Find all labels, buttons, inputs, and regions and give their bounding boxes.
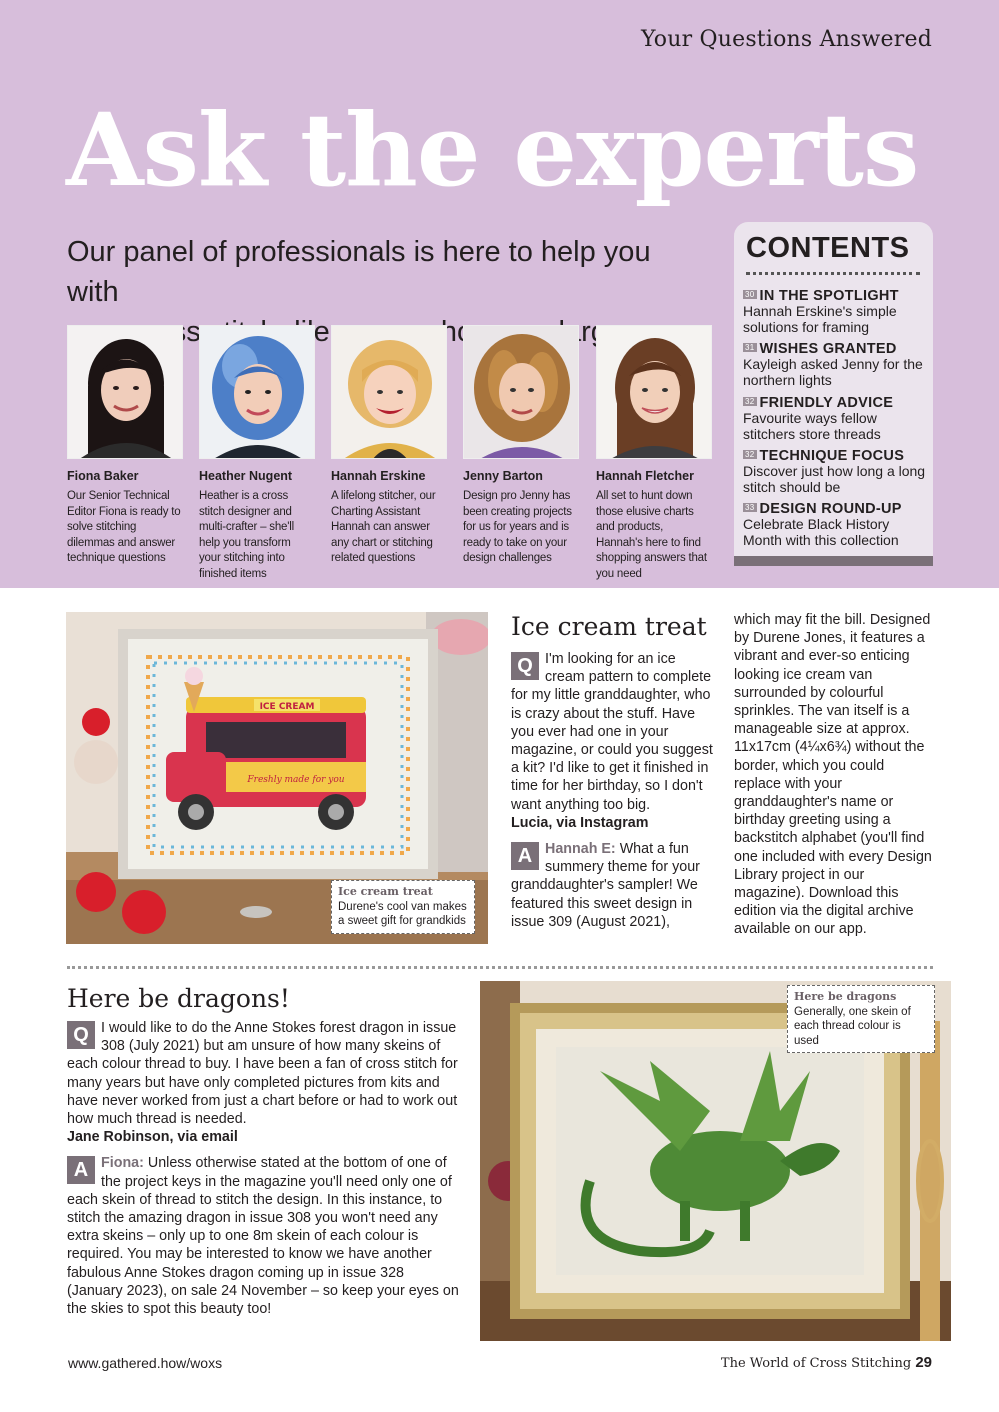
toc-item[interactable] <box>743 341 928 388</box>
question-signature: Jane Robinson, via email <box>67 1129 238 1146</box>
toc-item[interactable] <box>743 448 928 495</box>
footer-url[interactable]: www.gathered.how/woxs <box>68 1355 223 1371</box>
expert-bio: A lifelong stitcher, our Charting Assistant Hannah can answer any chart or stitching related questions <box>331 490 436 565</box>
toc-heading: FRIENDLY ADVICE <box>759 395 894 411</box>
ice-cream-column-1 <box>511 650 713 931</box>
toc-heading: IN THE SPOTLIGHT <box>759 288 899 304</box>
section-divider <box>67 966 933 969</box>
caption-text: Durene's cool van makes a sweet gift for grandkids <box>338 900 467 927</box>
expert-name: Hannah Fletcher <box>596 469 694 483</box>
toc-heading: TECHNIQUE FOCUS <box>759 448 905 464</box>
toc-heading: WISHES GRANTED <box>759 341 897 357</box>
answer-text: What a fun summery theme for your granddaughter's sampler! We featured this sweet design in issue 309 (August 2021), <box>511 841 700 930</box>
expert-portrait <box>331 325 447 459</box>
answer-name: Fiona: <box>101 1155 144 1172</box>
ice-cream-title: Ice cream treat <box>511 612 707 641</box>
toc-item[interactable] <box>743 501 928 548</box>
toc-page-number: 30 <box>745 290 755 299</box>
expert-card <box>463 325 579 567</box>
expert-portrait <box>596 325 712 459</box>
expert-card <box>596 325 712 583</box>
intro-line-2: large <box>558 316 624 348</box>
expert-bio: Design pro Jenny has been creating projects for us for years and is ready to take on your design challenges <box>463 490 572 565</box>
expert-portrait <box>67 325 183 459</box>
expert-portrait <box>463 325 579 459</box>
dragon-caption <box>787 985 935 1053</box>
contents-divider <box>746 272 920 275</box>
expert-card <box>199 325 315 583</box>
ice-cream-column-2 <box>734 611 934 939</box>
section-label: Your Questions Answered <box>640 27 932 52</box>
ice-cream-caption <box>331 880 475 934</box>
caption-text: Generally, one skein of each thread colour is used <box>794 1005 911 1047</box>
toc-description: Hannah Erskine's simple solutions for framing <box>743 303 897 335</box>
answer-text: Unless otherwise stated at the bottom of one of the project keys in the magazine you'll need only one of each skein of thread to stitch the design. In this instance, to stitch the amazing dragon in issue 308 you won't need any extra skeins – only up to one 8m skein of each colour is required. You may be interested to know we have another fabulous Anne Stokes dragon coming up in issue 328 (January 2023), on sale 24 November – so keep your eyes on the skies to spot this beauty too! <box>67 1155 459 1318</box>
van-sign: ICE CREAM <box>259 702 315 712</box>
answer-paragraph <box>67 1154 459 1318</box>
toc-item[interactable] <box>743 395 928 442</box>
question-text: I would like to do the Anne Stokes forest dragon in issue 308 (July 2021) but am unsure of how many skeins of each colour thread to buy. I have been a fan of cross stitch for many years but have only completed pictures from kits and have never worked from just a chart before or had to work out how much thread is needed. <box>67 1020 458 1128</box>
expert-bio: All set to hunt down those elusive charts and products, Hannah's here to find shopping answers that you need <box>596 490 707 580</box>
toc-description: Favourite ways fellow stitchers store threads <box>743 410 881 442</box>
toc-description: Kayleigh asked Jenny for the northern lights <box>743 356 923 388</box>
answer-badge: A <box>511 842 539 870</box>
question-badge: Q <box>67 1021 95 1049</box>
dragons-body <box>67 1019 459 1318</box>
expert-name: Hannah Erskine <box>331 469 426 483</box>
expert-name: Jenny Barton <box>463 469 543 483</box>
expert-bio: Heather is a cross stitch designer and multi-crafter – she'll help you transform your stitching into finished items <box>199 490 294 580</box>
toc-page-number: 32 <box>745 450 755 459</box>
caption-title: Here be dragons <box>794 990 897 1003</box>
dragons-title: Here be dragons! <box>67 984 290 1013</box>
caption-title: Ice cream treat <box>338 885 433 898</box>
answer-continued: which may fit the bill. Designed by Durene Jones, it features a vibrant and ever-so enticing looking ice cream van surrounded by colourful sprinkles. The van itself is a manageable size at approx. 11x17cm (4¼x6¾) without the border, which you could replace with your granddaughter's name or birthday greeting using a backstitch alphabet (you'll find one included with every Design Library project in our magazine). Download this edition via the digital archive available on our app. <box>734 612 932 938</box>
expert-portrait <box>199 325 315 459</box>
toc-description: Discover just how long a long stitch should be <box>743 463 926 495</box>
contents-footer-bar <box>734 556 933 566</box>
question-paragraph <box>67 1019 459 1146</box>
expert-bio: Our Senior Technical Editor Fiona is ready to solve stitching dilemmas and answer technique questions <box>67 490 181 565</box>
question-text: I'm looking for an ice cream pattern to complete for my little granddaughter, who is crazy about the stuff. Have you ever had one in your magazine, or could you suggest a kit? I'd like to get it finished in time for her birthday, so I don't want anything too big. <box>511 651 713 813</box>
page-number: 29 <box>915 1354 932 1371</box>
answer-name: Hannah E: <box>545 841 616 858</box>
footer-folio <box>721 1354 932 1371</box>
toc-heading: DESIGN ROUND-UP <box>759 501 902 517</box>
contents-title: CONTENTS <box>746 232 910 264</box>
contents-panel <box>734 222 933 566</box>
question-badge: Q <box>511 652 539 680</box>
toc-item[interactable] <box>743 288 928 335</box>
expert-card <box>67 325 183 567</box>
question-paragraph <box>511 650 713 832</box>
toc-description: Celebrate Black History Month with this collection <box>743 516 899 548</box>
intro-line-1: Our panel of professionals is here to help you with <box>67 236 651 308</box>
magazine-name: The World of Cross Stitching <box>720 1356 912 1371</box>
expert-name: Heather Nugent <box>199 469 293 483</box>
toc-page-number: 32 <box>745 397 755 406</box>
expert-name: Fiona Baker <box>67 469 139 483</box>
page-title: Ask the experts <box>66 91 919 209</box>
toc-page-number: 33 <box>745 503 755 512</box>
answer-paragraph <box>511 840 713 931</box>
question-signature: Lucia, via Instagram <box>511 814 649 831</box>
toc-page-number: 31 <box>745 343 755 352</box>
expert-card <box>331 325 447 567</box>
van-script: Freshly made for you <box>247 775 345 785</box>
answer-badge: A <box>67 1156 95 1184</box>
